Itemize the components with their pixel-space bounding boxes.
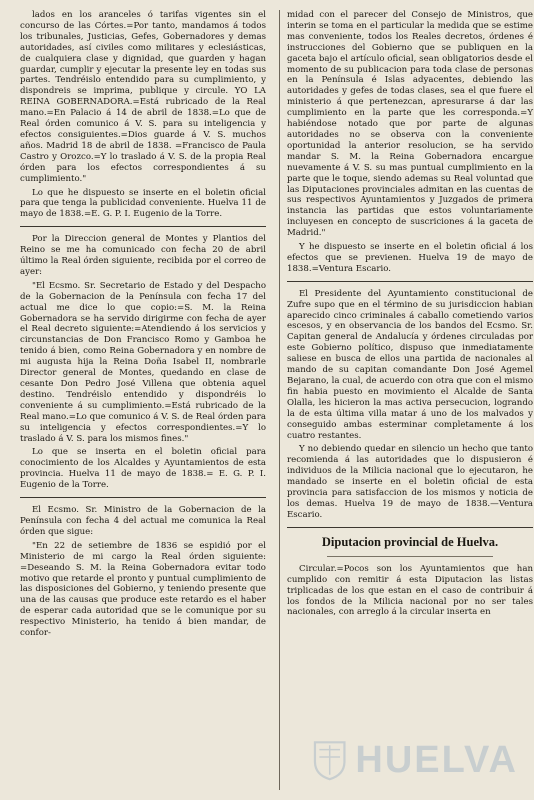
right-paragraph-3: El Presidente del Ayuntamiento constitucional de Zufre supo que en el término de su jurisdiccion habian aparecido cinco criminales á caballo cometiendo varios escesos, y en observancia de los bandos del Ecsmo. Sr. Capitan general de Andalucía y órdenes circuladas por este Gobierno político, dispuso que inmediatamente saliese en busca de ellos una partida de nacionales al mando de su capitan comandante Don José Agemel Bejarano, la cual, de acuerdo con otra que con el mismo fin habia puesto en movimiento el Alcalde de Santa Olalla, les hicieron la mas activa persecucion, logrando la de esta última villa matar á uno de los malvados y conseguido ambas esterminar completamente á los cuatro restantes. — [287, 288, 533, 441]
section-divider — [20, 226, 266, 227]
right-paragraph-2: Y he dispuesto se inserte en el boletin oficial á los efectos que se previenen. Huelva 19 de mayo de 1838.=Ventura Escario. — [287, 242, 533, 274]
left-paragraph-5: Lo que se inserta en el boletin oficial para conocimiento de los Alcaldes y Ayuntamientos de esta provincia. Huelva 11 de mayo de 1838.= E. G. P. I. Eugenio de la Torre. — [20, 447, 266, 491]
section-divider — [287, 281, 533, 282]
right-paragraph-1: midad con el parecer del Consejo de Ministros, que interin se toma en el particular la medida que se estime mas conveniente, todos los Reales decretos, órdenes é instrucciones del Gobierno que se publiquen en la gaceta bajo el artículo oficial, sean obligatorios desde el momento de su publicacion para toda clase de personas en la Península é Islas adyacentes, debiendo las autoridades y gefes de todas clases, sea el que fuere el ministerio á que pertenezcan, apresurarse á dar las cumplimiento en la parte que les corresponda.=Y habiéndose notado que por parte de algunas autoridades no se observa con la conveniente oportunidad la anterior resolucion, se ha servido mandar S. M. la Reina Gobernadora encargue nuevamente á V. S. su mas puntual cumplimiento en la parte que le toque, siendo ademas su Real voluntad que las Diputaciones provinciales admitan en las cuentas de sus respectivos Ayuntamientos y Juzgados de primera instancia las partidas que estos voluntariamente incluyesen en concepto de suscriciones á la gaceta de Madrid." — [287, 10, 533, 239]
left-paragraph-7: "En 22 de setiembre de 1836 se espidió por el Ministerio de mi cargo la Real órden siguiente: =Deseando S. M. la Reina Gobernadora evitar todo motivo que retarde el pronto y puntual cumplimiento de las disposiciones del Gobierno, y teniendo presente que una de las causas que produce este retardo es el haber de esperar cada autoridad que se le comunique por su respectivo Ministerio, ha tenido á bien mandar, de confor- — [20, 540, 266, 639]
left-paragraph-4: "El Ecsmo. Sr. Secretario de Estado y del Despacho de la Gobernacion de la Península con fecha 17 del actual me dice lo que copio:=S. M. la Reina Gobernadora se ha servido dirigirme con fecha de ayer el Real decreto siguiente:=Atendiendo á los servicios y circunstancias de Don Francisco Romo y Gamboa he tenido á bien, como Reina Gobernadora y en nombre de mi augusta hija la Reina Doña Isabel II, nombrarle Director general de Montes, quedando en clase de cesante Don Pedro José Villena que obtenia aquel destino. Tendréislo entendido y dispondréis lo conveniente á su cumplimiento.=Está rubricado de la Real mano.=Lo que comunico á V. S. de Real órden para su inteligencia y efectos correspondientes.=Y lo traslado á V. S. para los mismos fines." — [20, 280, 266, 444]
right-paragraph-4: Y no debiendo quedar en silencio un hecho que tanto recomienda á las autoridades que lo dispusieron é individuos de la Milicia nacional que lo ejecutaron, he mandado se inserte en el boletin oficial de esta provincia para satisfaccion de los mismos y noticia de los demas. Huelva 19 de mayo de 1838.—Ventura Escario. — [287, 444, 533, 520]
provincial-shield-icon — [312, 732, 347, 788]
section-heading: Diputacion provincial de Huelva. — [321, 534, 499, 549]
heading-rule — [327, 556, 493, 557]
left-paragraph-2: Lo que he dispuesto se inserte en el boletin oficial para que tenga la publicidad conveniente. Huelva 11 de mayo de 1838.=E. G. P. I. Eugenio de la Torre. — [20, 187, 266, 220]
section-divider — [287, 527, 533, 528]
left-paragraph-3: Por la Direccion general de Montes y Plantios del Reino se me ha comunicado con fecha 20 de abril último la Real órden siguiente, recibida por el correo de ayer: — [20, 234, 266, 277]
left-paragraph-6: El Ecsmo. Sr. Ministro de la Gobernacion de la Península con fecha 4 del actual me comunica la Real órden que sigue: — [20, 505, 266, 537]
column-divider — [279, 10, 280, 790]
left-paragraph-1: lados en los aranceles ó tarifas vigentes sin el concurso de las Córtes.=Por tanto, mandamos á todos los tribunales, Justicias, Gefes, Gobernadores y demas autoridades, así civiles como militares y eclesiásticas, de cualquiera clase y dignidad, que guarden y hagan guardar, cumplir y ejecutar la presente ley en todas sus partes. Tendréislo entendido para su cumplimiento, y dispondreis se imprima, publique y circule. YO LA REINA GOBERNADORA.=Está rubricado de la Real mano.=En Palacio á 14 de abril de 1838.=Lo que de Real órden comunico á V. S. para su inteligencia y efectos consiguientes.=Dios guarde á V. S. muchos años. Madrid 18 de abril de 1838. =Francisco de Paula Castro y Orozco.=Y lo traslado á V. S. de la propia Real órden para los efectos correspondientes á su cumplimiento." — [20, 10, 266, 184]
section-divider — [20, 497, 266, 498]
right-column — [287, 10, 533, 621]
watermark — [312, 728, 518, 792]
left-column — [20, 10, 266, 642]
right-paragraph-5: Circular.=Pocos son los Ayuntamientos que han cumplido con remitir á esta Diputacion las listas triplicadas de los que estan en el caso de contribuir á los fondos de la Milicia nacional por no ser tales nacionales, con arreglo á la circular inserta en — [287, 563, 533, 618]
watermark-text: HUELVA — [355, 738, 518, 781]
